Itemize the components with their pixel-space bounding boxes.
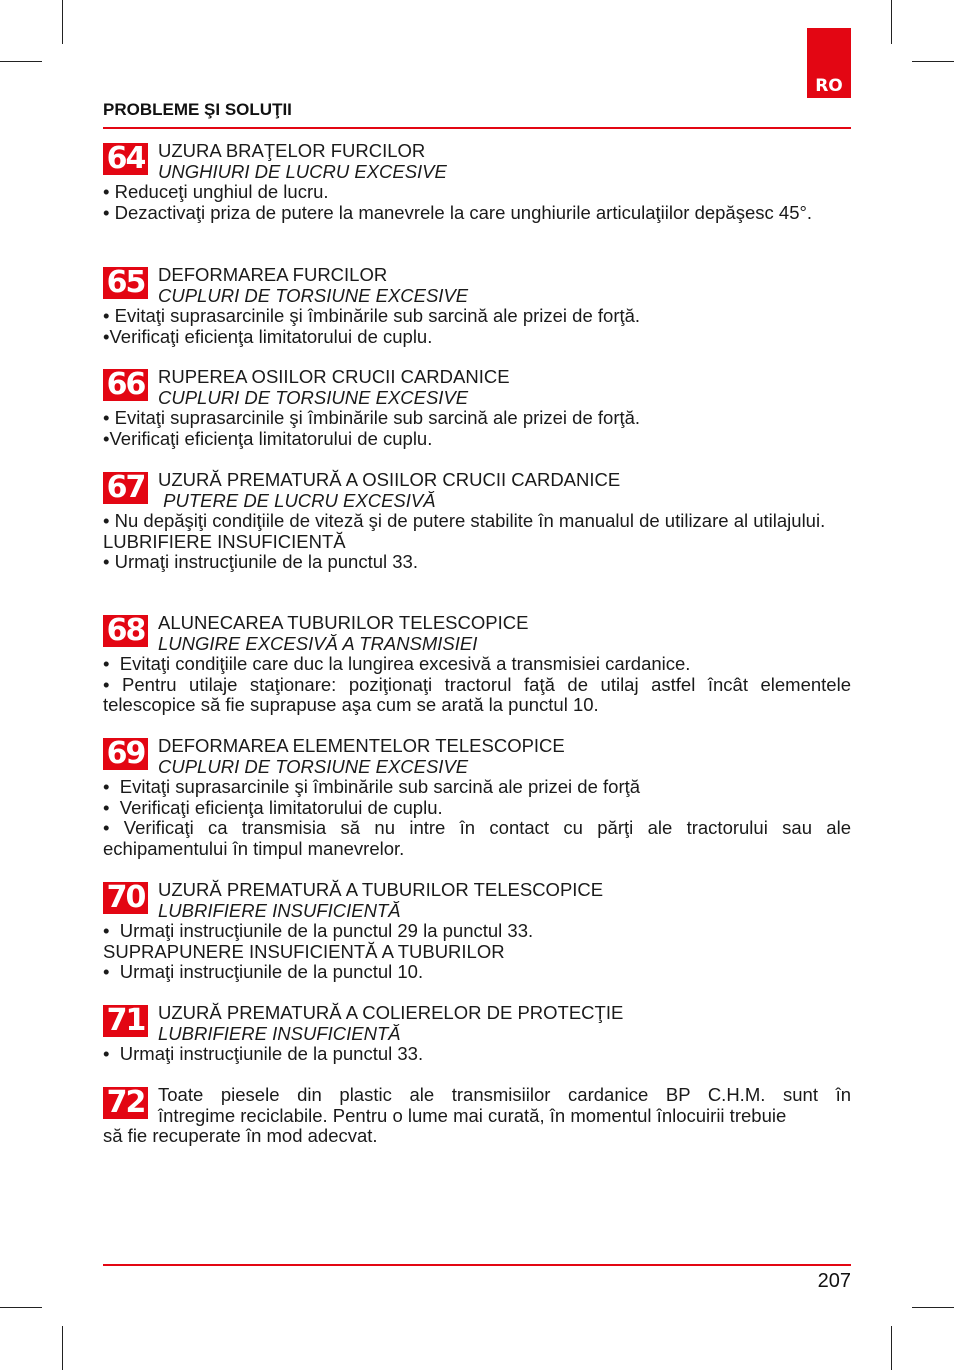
section-body <box>103 306 851 347</box>
crop-mark <box>62 1326 63 1370</box>
bullet-line: • Pentru utilaje staţionare: poziţionaţi tractorul faţă de utilaj astfel încât elementele telescopice să fie suprapuse aşa cum se arată la punctul 10. <box>103 673 851 715</box>
sub-cause: SUPRAPUNERE INSUFICIENTĂ A TUBURILOR <box>103 940 505 962</box>
bullet-line: • Evitaţi suprasarcinile şi îmbinările sub sarcină ale prizei de forţă <box>103 776 641 797</box>
bullet-line: • Evitaţi suprasarcinile şi îmbinările sub sarcină ale prizei de forţă. <box>103 305 641 326</box>
section-cause: CUPLURI DE TORSIUNE EXCESIVE <box>158 284 469 306</box>
crop-mark <box>912 61 954 62</box>
section-cause: LUNGIRE EXCESIVĂ A TRANSMISIEI <box>158 632 478 654</box>
crop-mark <box>912 1307 954 1308</box>
section-69 <box>103 736 851 859</box>
bullet-line: • Verificaţi eficienţa limitatorului de cuplu. <box>103 796 443 818</box>
bullet-line: • Dezactivaţi priza de putere la manevrele la care unghiurile articulaţiilor depăşesc 45°. <box>103 201 813 223</box>
bullet-line: • Urmaţi instrucţiunile de la punctul 33. <box>103 551 418 572</box>
section-number: 67 <box>103 472 148 504</box>
bullet-line: • Evitaţi suprasarcinile şi îmbinările sub sarcină ale prizei de forţă. <box>103 407 641 428</box>
bullet-line: • Urmaţi instrucţiunile de la punctul 29 la punctul 33. <box>103 920 534 941</box>
language-tab: RO <box>807 28 851 98</box>
footer-rule <box>103 1264 851 1266</box>
section-cause: LUBRIFIERE INSUFICIENTĂ <box>158 899 401 921</box>
section-title: DEFORMAREA FURCILOR <box>158 264 388 285</box>
section-heading <box>158 880 851 921</box>
bullet-line: • Urmaţi instrucţiunile de la punctul 10. <box>103 961 424 982</box>
crop-mark <box>0 1307 42 1308</box>
bullet-line: • Verificaţi ca transmisia să nu intre în contact cu părţi ale tractorului sau ale echipamentului în timpul manevrelor. <box>103 817 851 859</box>
section-71 <box>103 1003 851 1065</box>
crop-mark <box>62 0 63 44</box>
section-heading <box>158 736 851 777</box>
section-72 <box>103 1085 851 1147</box>
bullet-line: • Nu depăşiţi condiţiile de viteză şi de putere stabilite în manualul de utilizare al utilajului. <box>103 510 826 531</box>
section-title: UZURĂ PREMATURĂ A OSIILOR CRUCII CARDANICE <box>158 469 621 490</box>
section-body <box>103 408 851 449</box>
recycling-note-line: întregime reciclabile. Pentru o lume mai curată, în momentul înlocuirii trebuie <box>158 1104 787 1126</box>
section-body <box>103 777 851 859</box>
section-68 <box>103 613 851 716</box>
bullet-line: •Verificaţi eficienţa limitatorului de cuplu. <box>103 427 433 449</box>
section-number: 68 <box>103 615 148 647</box>
section-number: 71 <box>103 1005 148 1037</box>
section-heading <box>158 141 851 182</box>
section-66 <box>103 367 851 449</box>
recycling-note-line: Toate piesele din plastic ale transmisiilor cardanice BP C.H.M. sunt în <box>158 1084 851 1105</box>
page-title: PROBLEME ŞI SOLUŢII <box>103 100 292 119</box>
section-body <box>103 654 851 716</box>
crop-mark <box>0 61 42 62</box>
bullet-line: • Reduceţi unghiul de lucru. <box>103 181 329 202</box>
section-number: 72 <box>103 1087 148 1119</box>
section-number: 65 <box>103 267 148 299</box>
section-65 <box>103 265 851 347</box>
section-cause: LUBRIFIERE INSUFICIENTĂ <box>158 1022 401 1044</box>
bullet-line: • Urmaţi instrucţiunile de la punctul 33. <box>103 1043 424 1064</box>
section-number: 66 <box>103 369 148 401</box>
recycling-note-line: să fie recuperate în mod adecvat. <box>103 1125 378 1146</box>
section-cause: PUTERE DE LUCRU EXCESIVĂ <box>158 489 436 511</box>
section-title: UZURĂ PREMATURĂ A COLIERELOR DE PROTECŢIE <box>158 1002 624 1023</box>
header-rule <box>103 127 851 129</box>
section-title: RUPEREA OSIILOR CRUCII CARDANICE <box>158 366 510 387</box>
section-heading <box>158 613 851 654</box>
section-70 <box>103 880 851 983</box>
section-body <box>103 511 851 573</box>
section-heading <box>158 470 851 511</box>
bullet-line: •Verificaţi eficienţa limitatorului de cuplu. <box>103 325 433 347</box>
section-title: ALUNECAREA TUBURILOR TELESCOPICE <box>158 612 529 633</box>
sub-cause: LUBRIFIERE INSUFICIENTĂ <box>103 530 346 552</box>
section-body <box>103 1044 851 1065</box>
section-cause: CUPLURI DE TORSIUNE EXCESIVE <box>158 755 469 777</box>
section-title: UZURA BRAŢELOR FURCILOR <box>158 140 426 161</box>
section-number: 70 <box>103 882 148 914</box>
section-body <box>103 921 851 983</box>
section-body <box>103 182 851 223</box>
section-64 <box>103 141 851 223</box>
section-cause: CUPLURI DE TORSIUNE EXCESIVE <box>158 386 469 408</box>
section-number: 69 <box>103 738 148 770</box>
bullet-line: • Evitaţi condiţiile care duc la lungirea excesivă a transmisiei cardanice. <box>103 653 691 674</box>
crop-mark <box>891 0 892 44</box>
section-title: DEFORMAREA ELEMENTELOR TELESCOPICE <box>158 735 565 756</box>
section-number: 64 <box>103 143 148 175</box>
section-heading <box>158 1003 851 1044</box>
section-67 <box>103 470 851 573</box>
section-cause: UNGHIURI DE LUCRU EXCESIVE <box>158 160 447 182</box>
section-heading <box>158 367 851 408</box>
page-number: 207 <box>817 1270 851 1292</box>
crop-mark <box>891 1326 892 1370</box>
section-title: UZURĂ PREMATURĂ A TUBURILOR TELESCOPICE <box>158 879 604 900</box>
section-heading <box>158 265 851 306</box>
